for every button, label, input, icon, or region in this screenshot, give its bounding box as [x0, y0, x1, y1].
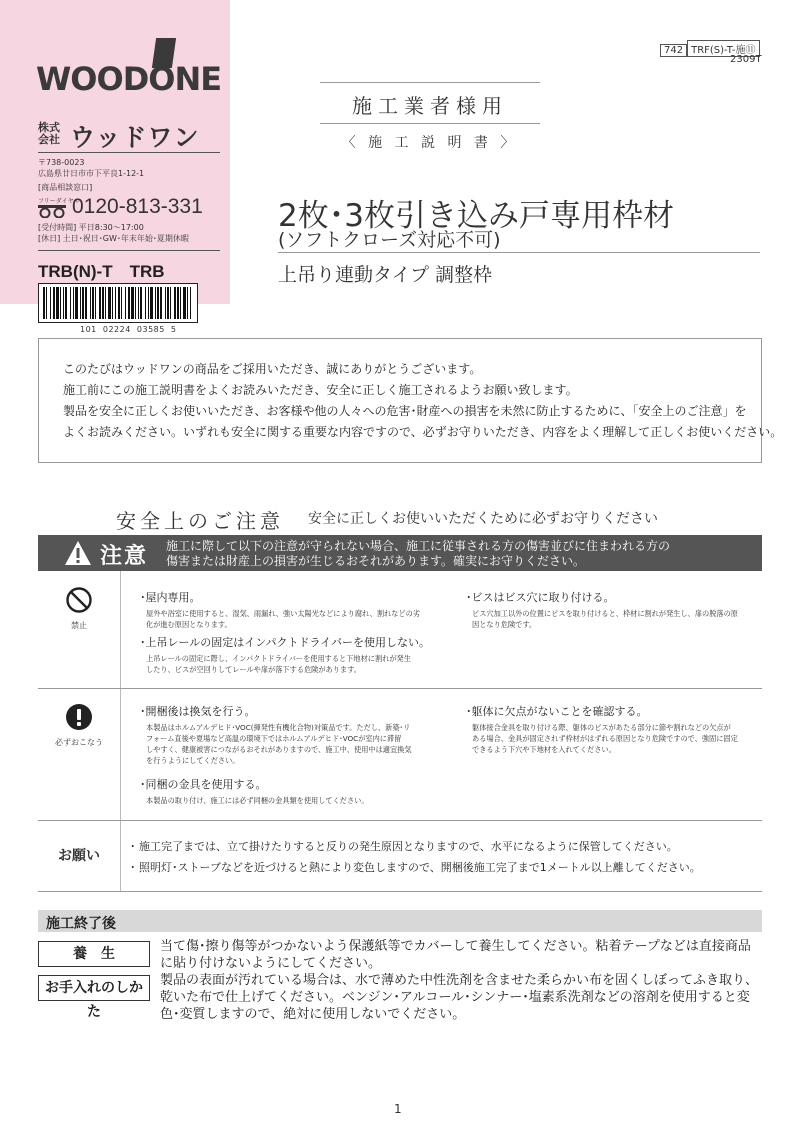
- request-item: ･ 照明灯･ストーブなどを近づけると熱により変色しますので、開梱後施工完了まで1メートル以上離してください。: [130, 861, 701, 874]
- barcode-stripe: [138, 287, 139, 319]
- barcode-stripe: [170, 287, 171, 319]
- barcode-stripe: [95, 287, 96, 319]
- body-line: 因となり危険です。: [472, 620, 537, 629]
- barcode-stripe: [167, 287, 169, 319]
- item-heading: ･躯体に欠点がないことを確認する。: [466, 705, 648, 718]
- barcode-stripe: [148, 287, 149, 319]
- safety-subheading: 安全に正しくお使いいただくために必ずお守りください: [308, 511, 658, 527]
- caution-line: 傷害または財産上の損害が生じるおそれがあります。確実にお守りください。: [166, 554, 586, 568]
- barcode-stripe: [187, 287, 188, 319]
- mandatory-item: [140, 703, 412, 766]
- company-prefix: 株式会社: [38, 121, 60, 146]
- barcode-stripe: [75, 287, 78, 319]
- document-date: 2309T: [730, 54, 762, 65]
- row-divider: [38, 688, 762, 689]
- barcode-stripe: [155, 287, 156, 319]
- divider: [320, 123, 540, 124]
- barcode-stripe: [108, 287, 111, 319]
- barcode-stripe: [150, 287, 153, 319]
- exclamation-icon: [65, 703, 93, 731]
- body-line: ビス穴加工以外の位置にビスを取り付けると、枠材に割れが発生し、扉の脱落の原: [472, 609, 738, 618]
- prohibited-item: [140, 589, 420, 630]
- barcode-number: 101 02224 03585 5: [80, 325, 177, 334]
- audience-title: 施工業者様用: [352, 94, 508, 118]
- safety-heading: 安全上のご注意: [116, 509, 284, 533]
- barcode-stripe: [131, 287, 134, 319]
- after-install-bar: [38, 910, 762, 932]
- company-name: ウッドワン: [70, 123, 200, 152]
- row-divider: [38, 891, 762, 892]
- item-heading: ･上吊レールの固定はインパクトドライバーを使用しない。: [140, 636, 430, 649]
- body-line: 上吊レールの固定に際し、インパクトドライバーを使用すると下地材に割れが発生: [146, 654, 411, 663]
- barcode-stripe: [128, 287, 130, 319]
- barcode-stripe: [56, 287, 59, 319]
- item-body: [140, 795, 369, 806]
- divider: [38, 152, 220, 153]
- body-line: フォーム直後や夏場など高温の環境下ではホルムアルデヒド･VOCが室内に滞留: [146, 734, 402, 743]
- barcode-stripe: [85, 287, 87, 319]
- barcode-stripe: [180, 287, 181, 319]
- logo-text: WOODONE: [36, 60, 222, 98]
- column-divider: [120, 571, 121, 891]
- company-address: 〒738-0023 広島県廿日市市下平良1-12-1: [38, 158, 145, 178]
- product-subtitle: (ソフトクローズ対応不可): [278, 229, 501, 251]
- prohibited-icon: [65, 586, 93, 614]
- item-body: [466, 722, 738, 755]
- intro-box: [38, 338, 783, 463]
- barcode-stripe: [70, 287, 71, 319]
- body-line: 本製品はホルムアルデヒド･VOC(揮発性有機化合物)対策品です。ただし、新築･リ: [146, 723, 411, 732]
- mandatory-label: 必ずおこなう: [55, 738, 103, 747]
- barcode-stripe: [46, 287, 47, 319]
- item-body: [140, 722, 412, 766]
- divider: [320, 82, 540, 83]
- body-line: 化が進む原因となります。: [146, 620, 232, 629]
- freedial-label: フリーダイヤル: [38, 198, 80, 205]
- caution-word: 注意: [100, 544, 149, 569]
- mandatory-cell: [38, 703, 120, 748]
- prohibited-label: 禁止: [71, 621, 87, 630]
- barcode-stripe: [174, 287, 176, 319]
- body-line: ある場合、金具が固定されず枠材がはずれる原因となり危険ですので、強固に固定: [472, 734, 738, 743]
- body-line: を行うようにしてください。: [146, 756, 240, 765]
- item-body: [140, 653, 430, 675]
- barcode-stripe: [80, 287, 81, 319]
- prohibited-item: [466, 589, 738, 630]
- intro-line: よくお読みください。いずれも安全に関する重要な内容ですので、必ずお守りいただき、内容をよく理解して正しくお使いください。: [63, 425, 783, 439]
- barcode-stripe: [125, 287, 126, 319]
- phone-number: 0120-813-331: [72, 195, 203, 218]
- barcode-stripe: [112, 287, 113, 319]
- item-body: [466, 608, 738, 630]
- barcode-stripe: [53, 287, 55, 319]
- request-label: お願い: [58, 848, 100, 864]
- barcode-stripe: [82, 287, 84, 319]
- prohibited-item: [140, 634, 430, 675]
- barcode-stripe: [63, 287, 64, 319]
- item-heading: ･屋内専用。: [140, 591, 201, 604]
- woodone-logo: [36, 36, 220, 96]
- curing-text: 当て傷･擦り傷等がつかないよう保護紙等でカバーして養生してください。粘着テープなどは直接商品に貼り付けないようにしてください。: [160, 939, 751, 971]
- barcode-stripe: [140, 287, 142, 319]
- item-heading: ･同梱の金具を使用する。: [140, 778, 267, 791]
- barcode-stripe: [145, 287, 146, 319]
- body-line: 躯体接合金具を取り付ける際、躯体のビスがあたる部分に節や割れなどの欠点が: [472, 723, 731, 732]
- body-line: しやすく、健康被害につながるおそれがありますので、施工中、使用中は適宜換気: [146, 745, 412, 754]
- barcode-stripe: [135, 287, 136, 319]
- prohibited-cell: [38, 586, 120, 631]
- barcode-stripe: [65, 287, 67, 319]
- model-number: TRB(N)-T TRB: [38, 262, 165, 281]
- request-item: ･ 施工完了までは、立て掛けたりすると反りの発生原因となりますので、水平になるように保管してください。: [130, 840, 678, 853]
- barcode-stripe: [115, 287, 116, 319]
- barcode-stripe: [105, 287, 106, 319]
- barcode-stripe: [99, 287, 101, 319]
- product-title: 2枚･3枚引き込み戸専用枠材: [278, 198, 674, 234]
- barcode-stripe: [60, 287, 61, 319]
- intro-line: 施工前にこの施工説明書をよくお読みいただき、安全に正しく施工されるようお願い致します。: [63, 383, 578, 397]
- business-hours: [受付時間] 平日8:30〜17:00 [休日] 土日･祝日･GW･年末年始･夏期休暇: [38, 223, 189, 243]
- item-heading: ･開梱後は換気を行う。: [140, 705, 256, 718]
- intro-line: 製品を安全に正しくお使いいただき、お客様や他の人々への危害･財産への損害を未然に防止するために、「安全上のご注意」を: [63, 404, 747, 418]
- after-install-title: 施工終了後: [46, 916, 116, 932]
- body-line: 屋外や浴室に使用すると、湿気、雨漏れ、強い太陽光などにより腐れ、割れなどの劣: [146, 609, 420, 618]
- barcode-stripe: [157, 287, 159, 319]
- barcode-stripe: [190, 287, 191, 319]
- barcode: [38, 283, 198, 323]
- curing-label: 養 生: [38, 941, 150, 967]
- caution-line: 施工に際して以下の注意が守られない場合、施工に従事される方の傷害並びに住まわれる方の: [166, 539, 671, 553]
- body-line: したり、ビスが空回りしてレールや扉が落下する危険があります。: [146, 665, 361, 674]
- care-label: お手入れのしかた: [38, 975, 150, 1001]
- body-line: 本製品の取り付け、施工には必ず同梱の金具類を使用してください。: [146, 796, 369, 805]
- barcode-stripe: [50, 287, 51, 319]
- doc-code-b: TRF(S)-T-施⑪: [687, 40, 759, 57]
- care-text: 製品の表面が汚れている場合は、水で薄めた中性洗剤を含ませた柔らかい布を固くしぼってふき取り、乾いた布で仕上げてください。ベンジン･アルコール･シンナー･塩素系洗剤などの溶剤を使用すると変色･変質しますので、絶対に使用しないでください。: [160, 973, 759, 1022]
- barcode-stripe: [183, 287, 186, 319]
- caution-label: [44, 537, 156, 569]
- freedial-icon: [38, 203, 66, 217]
- mandatory-item: [466, 703, 738, 755]
- doc-code-a: 742: [660, 44, 687, 57]
- page-number: 1: [394, 1102, 402, 1116]
- barcode-stripe: [102, 287, 104, 319]
- item-body: [140, 608, 420, 630]
- inquiry-tag: [商品相談窓口]: [38, 183, 93, 192]
- barcode-stripe: [121, 287, 122, 319]
- barcode-stripe: [73, 287, 74, 319]
- item-heading: ･ビスはビス穴に取り付ける。: [466, 591, 615, 604]
- barcode-stripe: [160, 287, 162, 319]
- barcode-stripe: [118, 287, 120, 319]
- caution-description: [166, 539, 670, 569]
- manual-title: 〈 施 工 説 明 書 〉: [341, 135, 519, 151]
- barcode-stripe: [43, 287, 45, 319]
- product-type: 上吊り連動タイプ 調整枠: [278, 264, 493, 286]
- divider: [278, 252, 760, 253]
- body-line: できるよう下穴や下地材を入れてください。: [472, 745, 616, 754]
- barcode-stripe: [90, 287, 91, 319]
- intro-line: このたびはウッドワンの商品をご採用いただき、誠にありがとうございます。: [63, 362, 482, 376]
- barcode-stripe: [165, 287, 166, 319]
- mandatory-item: [140, 776, 369, 806]
- barcode-stripe: [92, 287, 94, 319]
- warning-icon: [64, 540, 92, 566]
- barcode-stripe: [177, 287, 179, 319]
- request-list: [130, 836, 701, 878]
- divider: [38, 250, 220, 251]
- row-divider: [38, 820, 762, 821]
